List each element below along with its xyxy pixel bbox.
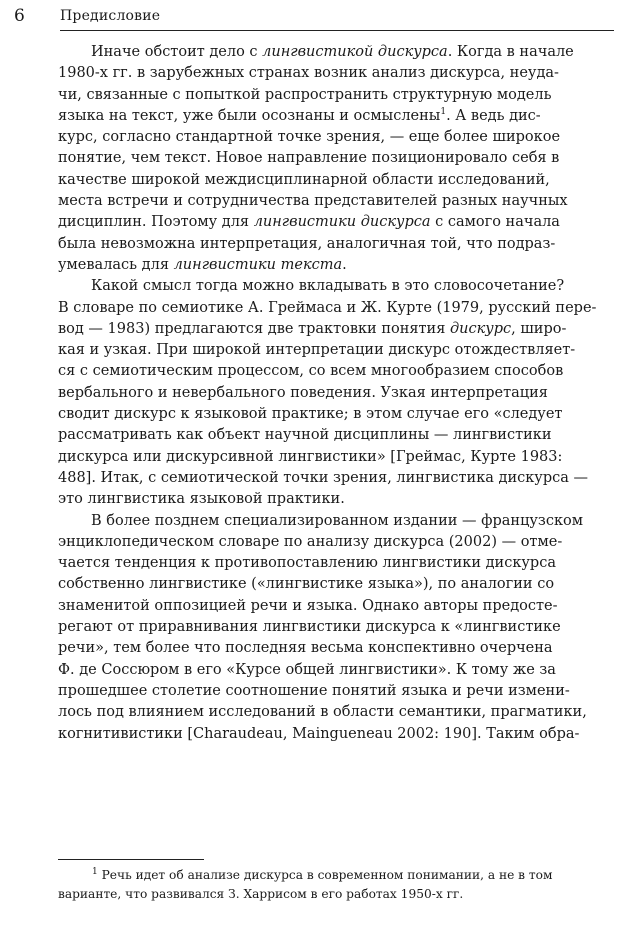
text-line [58, 702, 610, 723]
text-run: с самого начала [430, 214, 560, 231]
paragraph [58, 276, 610, 510]
text-line [58, 106, 610, 127]
text-line [58, 85, 610, 106]
text-line [58, 447, 610, 468]
text-run: . [342, 256, 347, 273]
text-run: варианте, что развивался З. Харрисом в его работах 1950-х гг. [58, 886, 464, 901]
text-run: 1980-х гг. в зарубежных странах возник анализ дискурса, неуда- [58, 65, 559, 82]
paragraph [58, 511, 610, 745]
text-run: лось под влиянием исследований в области семантики, прагматики, [58, 704, 587, 721]
text-line [58, 276, 610, 297]
text-run: была невозможна интерпретация, аналогичная той, что подраз- [58, 235, 556, 252]
text-run: В более позднем специализированном издании — французском [91, 512, 584, 529]
text-run: 488]. Итак, с семиотической точки зрения, лингвистика дискурса — [58, 469, 588, 486]
text-line [58, 234, 610, 255]
italic-term: лингвистики текста [173, 256, 343, 273]
text-run: кая и узкая. При широкой интерпретации дискурс отождествляет- [58, 342, 576, 359]
paragraph [58, 42, 610, 276]
text-line [58, 298, 610, 319]
text-line [58, 553, 610, 574]
text-run: регают от приравнивания лингвистики дискурса к «лингвистике [58, 619, 561, 636]
text-run: Какой смысл тогда можно вкладывать в это словосочетание? [91, 278, 565, 295]
text-run: речи», тем более что последняя весьма конспективно очерчена [58, 640, 553, 657]
footnotes [58, 866, 610, 903]
text-line [58, 383, 610, 404]
text-line [58, 361, 610, 382]
text-run: чи, связанные с попыткой распространить структурную модель [58, 86, 552, 103]
text-run: В словаре по семиотике А. Греймаса и Ж. Курте (1979, русский пере- [58, 299, 597, 316]
footnote-marker: 1 [92, 866, 98, 877]
text-line [58, 170, 610, 191]
text-run: вербального и невербального поведения. Узкая интерпретация [58, 384, 548, 401]
footnote-rule [58, 859, 204, 860]
text-line [58, 255, 610, 276]
text-line [58, 532, 610, 553]
text-run: ся с семиотическим процессом, со всем многообразием способов [58, 363, 564, 380]
italic-term: лингвистикой дискурса [262, 44, 448, 60]
text-line [58, 63, 610, 84]
text-run: Речь идет об анализе дискурса в современном понимании, а не в том [97, 868, 553, 882]
text-run: дискурса или дискурсивной лингвистики» [Греймас, Курте 1983: [58, 448, 563, 465]
text-line [58, 681, 610, 702]
italic-term: лингвистики дискурса [253, 214, 431, 231]
text-run: это лингвистика языковой практики. [58, 491, 345, 508]
italic-term: дискурс [449, 320, 512, 337]
text-run: вод — 1983) предлагаются две трактовки понятия [58, 320, 450, 337]
text-run: места встречи и сотрудничества представителей разных научных [58, 193, 568, 210]
text-run: . А ведь дис- [446, 107, 541, 124]
text-run: дисциплин. Поэтому для [58, 214, 254, 231]
text-run: , широ- [511, 320, 567, 337]
text-run: качестве широкой междисциплинарной области исследований, [58, 171, 550, 188]
running-title: Предисловие [60, 8, 161, 24]
text-line [58, 340, 610, 361]
text-run: рассматривать как объект научной дисциплины — лингвистики [58, 427, 552, 444]
text-run: чается тенденция к противопоставлению лингвистики дискурса [58, 555, 556, 572]
text-line [58, 489, 610, 510]
text-run: курс, согласно стандартной точке зрения, — еще более широкое [58, 129, 561, 146]
text-line [58, 191, 610, 212]
text-run: . Когда в начале [447, 44, 574, 60]
text-run: когнитивистики [Charaudeau, Maingueneau 2002: 190]. Таким обра- [58, 725, 580, 742]
text-line [58, 148, 610, 169]
text-run: собственно лингвистике («лингвистике языка»), по аналогии со [58, 576, 555, 593]
footnote-line [58, 885, 610, 904]
text-line [58, 468, 610, 489]
text-run: понятие, чем текст. Новое направление позиционировало себя в [58, 150, 560, 167]
text-run: энциклопедическом словаре по анализу дискурса (2002) — отме- [58, 533, 563, 550]
text-line [58, 574, 610, 595]
text-run: знаменитой оппозицией речи и языка. Однако авторы предосте- [58, 597, 558, 614]
text-line [58, 425, 610, 446]
text-run: языка на текст, уже были осознаны и осмыслены [58, 107, 441, 124]
text-line [58, 404, 610, 425]
text-run: Иначе обстоит дело с [91, 44, 263, 60]
text-line [58, 42, 610, 63]
page-number: 6 [14, 6, 25, 26]
text-line [58, 127, 610, 148]
text-line [58, 617, 610, 638]
text-line [58, 511, 610, 532]
text-line [58, 660, 610, 681]
header-rule [60, 30, 614, 31]
footnote-marker: 1 [440, 107, 447, 118]
text-line [58, 319, 610, 340]
footnote-line [58, 866, 610, 885]
text-run: прошедшее столетие соотношение понятий языка и речи измени- [58, 682, 570, 699]
text-line [58, 724, 610, 745]
text-run: сводит дискурс к языковой практике; в этом случае его «следует [58, 406, 563, 423]
text-run: Ф. де Соссюром в его «Курсе общей лингвистики». К тому же за [58, 661, 556, 678]
text-line [58, 638, 610, 659]
text-run: умевалась для [58, 256, 174, 273]
body-text [58, 42, 610, 745]
page-header [14, 4, 614, 28]
text-line [58, 596, 610, 617]
text-line [58, 212, 610, 233]
